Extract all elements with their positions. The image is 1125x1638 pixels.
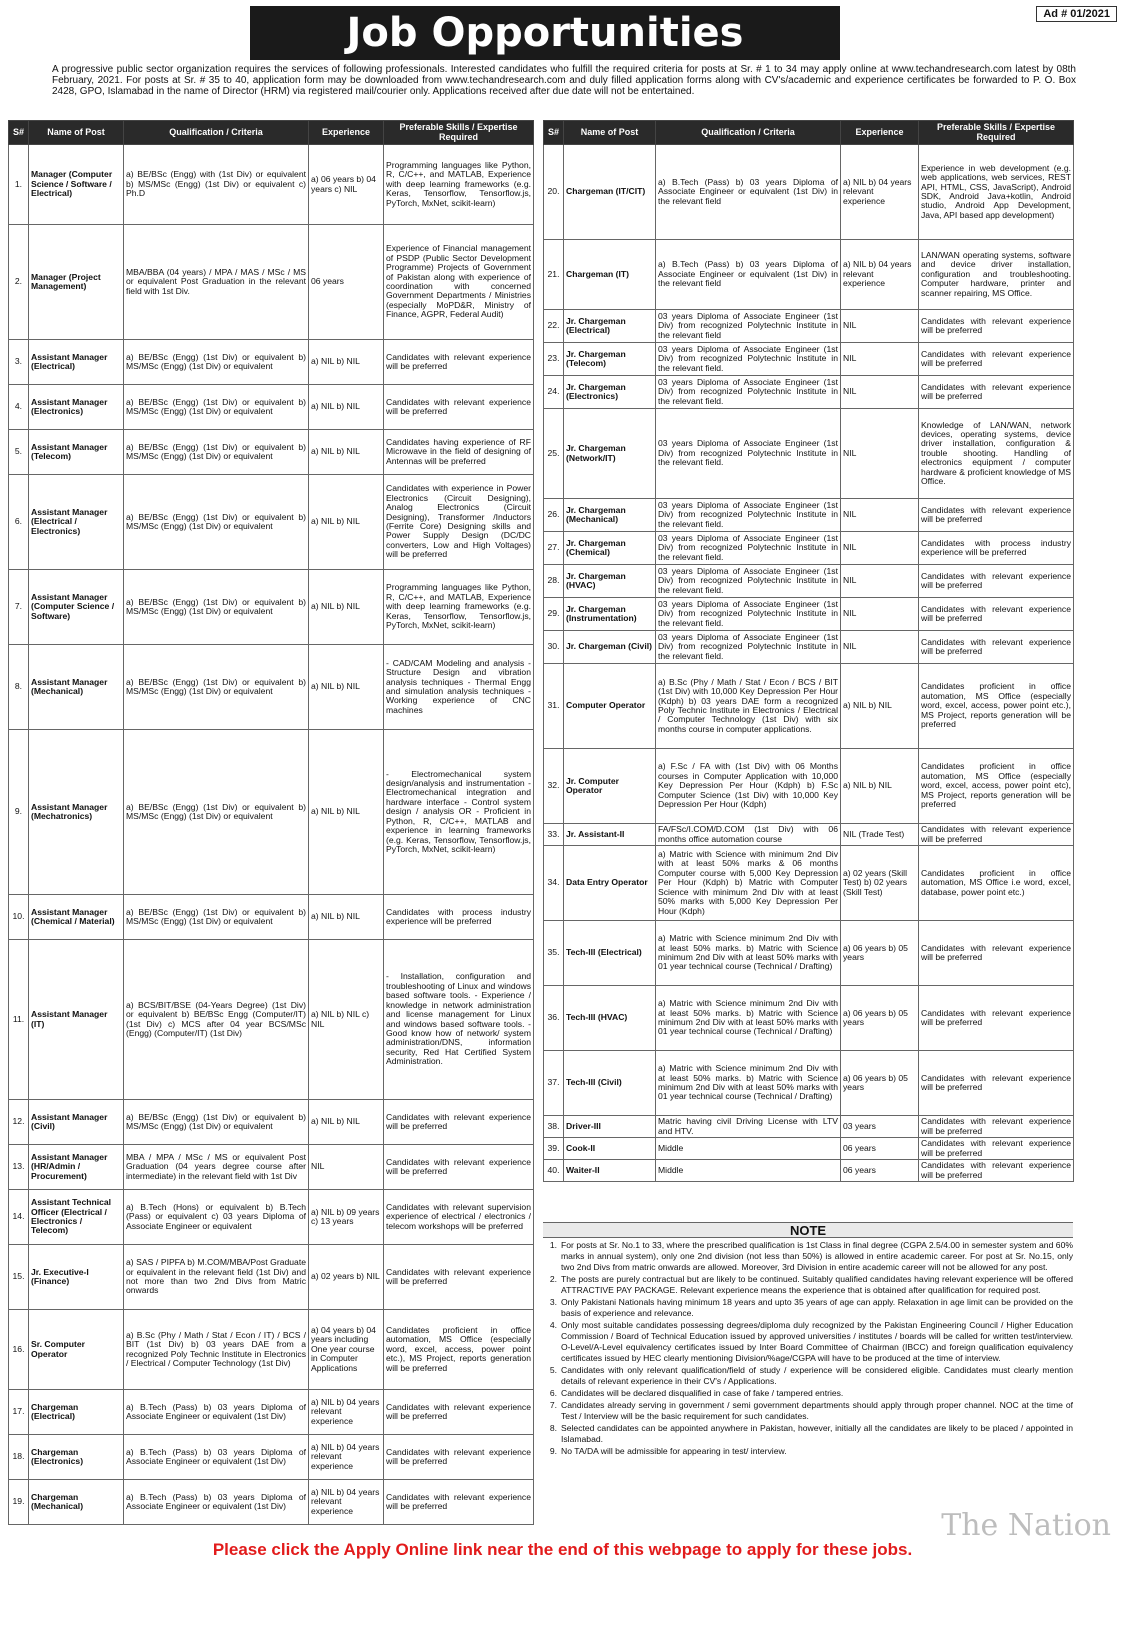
post-name: Jr. Executive-I (Finance)	[29, 1245, 124, 1310]
note-text: No TA/DA will be admissible for appearing in test/ interview.	[561, 1446, 787, 1456]
note-number: 2.	[549, 1274, 557, 1284]
apply-online-notice[interactable]: Please click the Apply Online link near the end of this webpage to apply for these jobs.	[212, 1540, 913, 1559]
preferable-skills: Candidates with relevant experience will be preferred	[919, 499, 1074, 532]
table-header-row	[9, 121, 534, 145]
preferable-skills: Candidates with relevant experience will be preferred	[919, 565, 1074, 598]
qualification-criteria: MBA / MPA / MSc / MS or equivalent Post Graduation (04 years degree course after intermediate) in the relevant field with 1st Div	[124, 1145, 309, 1190]
post-name: Manager (Project Management)	[29, 225, 124, 340]
serial-number: 1.	[9, 145, 29, 225]
qualification-criteria: a) Matric with Science minimum 2nd Div with at least 50% marks. b) Matric with Science minimum 2nd Div with at least 50% marks with 01 year technical course (Technical / Drafting)	[656, 921, 841, 986]
preferable-skills: Candidates with relevant experience will be preferred	[384, 385, 534, 430]
qualification-criteria: FA/FSc/I.COM/D.COM (1st Div) with 06 months office automation course	[656, 824, 841, 846]
table-row	[9, 1245, 534, 1310]
preferable-skills: - Installation, configuration and troubleshooting of Linux and windows based software tools. - Experience / knowledge in network administration and license management for Linux and windows based software tools. - Good know how of network/ system administration/DNS, information security, Red Hat Certified System Administration.	[384, 940, 534, 1100]
note-number: 8.	[549, 1423, 557, 1433]
serial-number: 22.	[544, 310, 564, 343]
table-row	[9, 730, 534, 895]
col-header-post: Name of Post	[29, 121, 124, 145]
table-row	[544, 310, 1074, 343]
note-number: 3.	[549, 1297, 557, 1307]
col-header-sno: S#	[9, 121, 29, 145]
qualification-criteria: a) B.Sc (Phy / Math / Stat / Econ / IT) / BCS / BIT (1st Div) b) 03 years DAE from a recognized Poly Technic Institute in Electronics / Electrical / Computer Technology (1st Div)	[124, 1310, 309, 1390]
table-row	[9, 475, 534, 570]
qualification-criteria: 03 years Diploma of Associate Engineer (1st Div) from recognized Polytechnic Institute in the relevant field.	[656, 598, 841, 631]
note-text: Candidates with only relevant qualification/field of study / experience will be considered eligible. Candidates must clearly mention details of relevant experience in their CV's / Applications.	[561, 1365, 1073, 1386]
experience: 06 years	[841, 1138, 919, 1160]
preferable-skills: Programming languages like Python, R, C/C++, and MATLAB, Experience with deep learning frameworks (e.g. Keras, Tensorflow, Tensorflow.js, PyTorch, MxNet, scikit-learn)	[384, 145, 534, 225]
serial-number: 10.	[9, 895, 29, 940]
experience: NIL	[841, 499, 919, 532]
preferable-skills: Candidates proficient in office automation, MS Office i.e word, excel, database, power point etc.)	[919, 846, 1074, 921]
preferable-skills: Candidates with process industry experience will be preferred	[384, 895, 534, 940]
post-name: Computer Operator	[564, 664, 656, 749]
experience: NIL	[841, 532, 919, 565]
post-name: Jr. Chargeman (Instrumentation)	[564, 598, 656, 631]
qualification-criteria: a) BE/BSc (Engg) (1st Div) or equivalent b) MS/MSc (Engg) (1st Div) or equivalent	[124, 475, 309, 570]
post-name: Chargeman (Electrical)	[29, 1390, 124, 1435]
table-row	[9, 1480, 534, 1525]
serial-number: 28.	[544, 565, 564, 598]
experience: a) 06 years b) 05 years	[841, 921, 919, 986]
preferable-skills: Candidates with relevant experience will be preferred	[919, 986, 1074, 1051]
table-row	[9, 385, 534, 430]
post-name: Assistant Technical Officer (Electrical / Electronics / Telecom)	[29, 1190, 124, 1245]
post-name: Assistant Manager (Electrical / Electronics)	[29, 475, 124, 570]
experience: a) 06 years b) 04 years c) NIL	[309, 145, 384, 225]
serial-number: 23.	[544, 343, 564, 376]
table-row	[9, 1390, 534, 1435]
note-item	[543, 1423, 1073, 1445]
table-row	[9, 940, 534, 1100]
table-row	[544, 921, 1074, 986]
qualification-criteria: a) BE/BSc (Engg) (1st Div) or equivalent b) MS/MSc (Engg) (1st Div) or equivalent	[124, 730, 309, 895]
experience: a) 04 years b) 04 years including One year course in Computer Applications	[309, 1310, 384, 1390]
note-number: 7.	[549, 1400, 557, 1410]
table-row	[9, 1435, 534, 1480]
serial-number: 27.	[544, 532, 564, 565]
experience: a) NIL b) NIL	[309, 1100, 384, 1145]
experience: a) NIL b) NIL	[309, 430, 384, 475]
qualification-criteria: a) BE/BSc (Engg) (1st Div) or equivalent b) MS/MSc (Engg) (1st Div) or equivalent	[124, 570, 309, 645]
note-item	[543, 1388, 1073, 1399]
qualification-criteria: a) BCS/BIT/BSE (04-Years Degree) (1st Div) or equivalent b) BE/BSc Engg (Computer/IT) (1st Div) c) MCS after 04 year BCS/MSc (Engg) (Computer/IT) (1st Div)	[124, 940, 309, 1100]
preferable-skills: Programming languages like Python, R, C/C++, and MATLAB, Experience with deep learning frameworks (e.g. Keras, Tensorflow, Tensorflow.js, PyTorch, MxNet, scikit-learn)	[384, 570, 534, 645]
page-title: Job Opportunities	[250, 6, 840, 60]
post-name: Jr. Chargeman (Network/IT)	[564, 409, 656, 499]
intro-paragraph: A progressive public sector organization requires the services of following professionals. Interested candidates who fulfill the required criteria for posts at Sr. # 1 to 34 may apply online at www.techandresearch.com latest by 08th February, 2021. For posts at Sr. # 35 to 40, application form may be downloaded from www.techandresearch.com and duly filled application forms along with CV's/academic and experience certificates be forwarded to P. O. Box 2428, GPO, Islamabad in the name of Director (HRM) via registered mail/courier only. Applications received after due date will not be entertained.	[52, 64, 1076, 97]
experience: a) NIL b) NIL c) NIL	[309, 940, 384, 1100]
preferable-skills: Candidates with relevant experience will be preferred	[919, 598, 1074, 631]
post-name: Assistant Manager (HR/Admin / Procurement)	[29, 1145, 124, 1190]
experience: a) 06 years b) 05 years	[841, 986, 919, 1051]
table-row	[544, 145, 1074, 240]
serial-number: 25.	[544, 409, 564, 499]
table-row	[544, 409, 1074, 499]
qualification-criteria: 03 years Diploma of Associate Engineer (1st Div) from recognized Polytechnic Institute in the relevant field	[656, 310, 841, 343]
post-name: Assistant Manager (Electronics)	[29, 385, 124, 430]
experience: a) NIL b) NIL	[309, 570, 384, 645]
serial-number: 9.	[9, 730, 29, 895]
table-row	[544, 532, 1074, 565]
experience: a) NIL b) 09 years c) 13 years	[309, 1190, 384, 1245]
preferable-skills: Experience of Financial management of PSDP (Public Sector Development Programme) Projects of Government of Pakistan along with experience of coordination with concerned Government Departments / Ministries (especially MoPD&R, Ministry of Finance, AGPR, Federal Audit)	[384, 225, 534, 340]
post-name: Assistant Manager (Mechanical)	[29, 645, 124, 730]
table-row	[544, 565, 1074, 598]
serial-number: 5.	[9, 430, 29, 475]
post-name: Jr. Chargeman (Electronics)	[564, 376, 656, 409]
preferable-skills: Candidates proficient in office automation, MS Office (especially word, excel, access, power point etc.), MS Project, reports generation will be preferred	[919, 664, 1074, 749]
preferable-skills: Candidates with relevant experience will be preferred	[384, 1480, 534, 1525]
experience: a) 06 years b) 05 years	[841, 1051, 919, 1116]
preferable-skills: Candidates with relevant experience will be preferred	[919, 310, 1074, 343]
table-row	[544, 749, 1074, 824]
experience: 06 years	[309, 225, 384, 340]
qualification-criteria: a) BE/BSc (Engg) (1st Div) or equivalent b) MS/MSc (Engg) (1st Div) or equivalent	[124, 430, 309, 475]
experience: a) NIL b) 04 years relevant experience	[309, 1390, 384, 1435]
preferable-skills: Candidates with relevant experience will be preferred	[384, 1145, 534, 1190]
table-row	[9, 145, 534, 225]
preferable-skills: Candidates with relevant experience will be preferred	[919, 1051, 1074, 1116]
preferable-skills: Candidates with relevant experience will be preferred	[919, 1116, 1074, 1138]
note-section	[543, 1222, 1073, 1527]
table-header-row	[544, 121, 1074, 145]
post-name: Assistant Manager (Mechatronics)	[29, 730, 124, 895]
preferable-skills: Candidates with relevant experience will be preferred	[919, 1160, 1074, 1182]
col-header-skills: Preferable Skills / Expertise Required	[919, 121, 1074, 145]
preferable-skills: Candidates with relevant experience will be preferred	[919, 631, 1074, 664]
qualification-criteria: a) B.Tech (Hons) or equivalent b) B.Tech (Pass) or equivalent c) 03 years Diploma of Associate Engineer or equivalent	[124, 1190, 309, 1245]
note-item	[543, 1320, 1073, 1364]
post-name: Tech-III (Civil)	[564, 1051, 656, 1116]
post-name: Assistant Manager (Electrical)	[29, 340, 124, 385]
serial-number: 18.	[9, 1435, 29, 1480]
qualification-criteria: a) BE/BSc (Engg) with (1st Div) or equivalent b) MS/MSc (Engg) (1st Div) or equivalent c) Ph.D	[124, 145, 309, 225]
table-row	[544, 376, 1074, 409]
serial-number: 40.	[544, 1160, 564, 1182]
post-name: Driver-III	[564, 1116, 656, 1138]
preferable-skills: Candidates with relevant experience will be preferred	[919, 921, 1074, 986]
col-header-criteria: Qualification / Criteria	[656, 121, 841, 145]
qualification-criteria: a) BE/BSc (Engg) (1st Div) or equivalent b) MS/MSc (Engg) (1st Div) or equivalent	[124, 385, 309, 430]
preferable-skills: Candidates with relevant experience will be preferred	[919, 1138, 1074, 1160]
post-name: Chargeman (IT/CIT)	[564, 145, 656, 240]
table-row	[9, 1145, 534, 1190]
experience: 03 years	[841, 1116, 919, 1138]
table-row	[544, 1160, 1074, 1182]
preferable-skills: Candidates proficient in office automation, MS Office (especially word, excel, access, power point etc), MS Project, reports generation will be preferred	[919, 749, 1074, 824]
serial-number: 14.	[9, 1190, 29, 1245]
post-name: Jr. Computer Operator	[564, 749, 656, 824]
qualification-criteria: a) BE/BSc (Engg) (1st Div) or equivalent b) MS/MSc (Engg) (1st Div) or equivalent	[124, 340, 309, 385]
table-row	[9, 430, 534, 475]
serial-number: 12.	[9, 1100, 29, 1145]
qualification-criteria: Middle	[656, 1160, 841, 1182]
note-text: Selected candidates can be appointed anywhere in Pakistan, however, initially all the candidates are likely to be placed / appointed in Islamabad.	[561, 1423, 1073, 1444]
serial-number: 35.	[544, 921, 564, 986]
note-text: For posts at Sr. No.1 to 33, where the prescribed qualification is 1st Class in final degree (CGPA 2.5/4.00 in semester system and 60% marks in annual system), only one 2nd division (not less than 50%) is allowed in entire academic career. For post at Sr. No.15, only two 2nd Divs from matric onwards are allowed. Moreover, 3rd Division in entire academic career will not be allowed for any post.	[561, 1240, 1073, 1272]
col-header-criteria: Qualification / Criteria	[124, 121, 309, 145]
serial-number: 15.	[9, 1245, 29, 1310]
table-row	[9, 1310, 534, 1390]
table-row	[544, 1138, 1074, 1160]
serial-number: 30.	[544, 631, 564, 664]
table-row	[544, 846, 1074, 921]
experience: a) NIL b) NIL	[841, 664, 919, 749]
qualification-criteria: a) SAS / PIPFA b) M.COM/MBA/Post Graduate or equivalent in the relevant field (1st Div) and not more than two 2nd Divs from Matric onwards	[124, 1245, 309, 1310]
post-name: Tech-III (HVAC)	[564, 986, 656, 1051]
experience: NIL	[841, 565, 919, 598]
note-item	[543, 1240, 1073, 1273]
experience: a) NIL b) 04 years relevant experience	[841, 145, 919, 240]
preferable-skills: - Electromechanical system design/analysis and instrumentation - Electromechanical integration and hardware interface - Control system design / analysis OR - Proficient in Python, R, C/C++, MATLAB and experience in learning frameworks (e.g. Keras, Tensorflow, Tensorflow.js, PyTorch, MxNet, scikit-learn)	[384, 730, 534, 895]
serial-number: 34.	[544, 846, 564, 921]
experience: a) NIL b) NIL	[309, 475, 384, 570]
table-row	[544, 499, 1074, 532]
serial-number: 13.	[9, 1145, 29, 1190]
experience: a) NIL b) 04 years relevant experience	[309, 1435, 384, 1480]
qualification-criteria: a) BE/BSc (Engg) (1st Div) or equivalent b) MS/MSc (Engg) (1st Div) or equivalent	[124, 1100, 309, 1145]
table-row	[544, 664, 1074, 749]
experience: NIL	[841, 310, 919, 343]
preferable-skills: Candidates with relevant supervision experience of electrical / electronics / telecom workshops will be preferred	[384, 1190, 534, 1245]
post-name: Chargeman (Mechanical)	[29, 1480, 124, 1525]
serial-number: 19.	[9, 1480, 29, 1525]
qualification-criteria: Matric having civil Driving License with LTV and HTV.	[656, 1116, 841, 1138]
post-name: Assistant Manager (Computer Science / Software)	[29, 570, 124, 645]
experience: a) NIL b) NIL	[841, 749, 919, 824]
experience: NIL	[841, 409, 919, 499]
qualification-criteria: 03 years Diploma of Associate Engineer (1st Div) from recognized Polytechnic Institute in the relevant field.	[656, 499, 841, 532]
serial-number: 36.	[544, 986, 564, 1051]
qualification-criteria: 03 years Diploma of Associate Engineer (1st Div) from recognized Polytechnic Institute in the relevant field.	[656, 376, 841, 409]
serial-number: 2.	[9, 225, 29, 340]
note-item	[543, 1400, 1073, 1422]
experience: a) 02 years b) NIL	[309, 1245, 384, 1310]
post-name: Manager (Computer Science / Software / Electrical)	[29, 145, 124, 225]
table-row	[544, 631, 1074, 664]
serial-number: 20.	[544, 145, 564, 240]
post-name: Jr. Chargeman (Electrical)	[564, 310, 656, 343]
preferable-skills: Candidates with experience in Power Electronics (Circuit Designing), Analog Electronics (Circuit Designing), Transformer /Inductors (Ferrite Core) Designing skills and Power Supply Design (DC/DC converters, Low and High Voltages) will be preferred	[384, 475, 534, 570]
qualification-criteria: a) Matric with Science minimum 2nd Div with at least 50% marks. b) Matric with Science minimum 2nd Div with at least 50% marks with 01 year technical course (Technical / Drafting)	[656, 986, 841, 1051]
preferable-skills: Experience in web development (e.g. web applications, web services, REST API, HTML, CSS, JavaScript), Android SDK, Android Java+kotlin, Android studio, Android App Development, Java, API based app development)	[919, 145, 1074, 240]
note-title: NOTE	[543, 1222, 1073, 1238]
serial-number: 26.	[544, 499, 564, 532]
post-name: Data Entry Operator	[564, 846, 656, 921]
header	[0, 0, 1125, 62]
qualification-criteria: a) Matric with Science minimum 2nd Div with at least 50% marks. b) Matric with Science minimum 2nd Div with at least 50% marks with 01 year technical course (Technical / Drafting)	[656, 1051, 841, 1116]
preferable-skills: Candidates proficient in office automation, MS Office (especially word, excel, access, power point etc.), MS Project, reports generation will be preferred	[384, 1310, 534, 1390]
post-name: Chargeman (IT)	[564, 240, 656, 310]
preferable-skills: Candidates with relevant experience will be preferred	[919, 376, 1074, 409]
qualification-criteria: a) Matric with Science with minimum 2nd Div with at least 50% marks & 06 months Computer course with 5,000 Key Depression Per Hour (Kdph) b) Matric with Computer Science with minimum 2nd Div with at least 50% marks with 5,000 Key Depression Per Hour (Kdph)	[656, 846, 841, 921]
post-name: Jr. Chargeman (HVAC)	[564, 565, 656, 598]
post-name: Sr. Computer Operator	[29, 1310, 124, 1390]
table-row	[544, 240, 1074, 310]
serial-number: 31.	[544, 664, 564, 749]
post-name: Tech-III (Electrical)	[564, 921, 656, 986]
serial-number: 17.	[9, 1390, 29, 1435]
post-name: Jr. Chargeman (Mechanical)	[564, 499, 656, 532]
preferable-skills: Candidates with relevant experience will be preferred	[384, 1100, 534, 1145]
experience: NIL	[841, 376, 919, 409]
note-item	[543, 1446, 1073, 1457]
qualification-criteria: 03 years Diploma of Associate Engineer (1st Div) from recognized Polytechnic Institute in the relevant field.	[656, 343, 841, 376]
col-header-experience: Experience	[841, 121, 919, 145]
note-text: Candidates already serving in government / semi government departments should apply through proper channel. NOC at the time of Test / Interview will be the basic requirement for such candidates.	[561, 1400, 1073, 1421]
post-name: Assistant Manager (Telecom)	[29, 430, 124, 475]
note-item	[543, 1365, 1073, 1387]
serial-number: 38.	[544, 1116, 564, 1138]
serial-number: 11.	[9, 940, 29, 1100]
table-row	[9, 570, 534, 645]
serial-number: 8.	[9, 645, 29, 730]
table-row	[544, 598, 1074, 631]
table-row	[544, 343, 1074, 376]
experience: NIL	[841, 598, 919, 631]
qualification-criteria: 03 years Diploma of Associate Engineer (1st Div) from recognized Polytechnic Institute in the relevant field.	[656, 631, 841, 664]
qualification-criteria: a) F.Sc / FA with (1st Div) with 06 Months courses in Computer Application with 10,000 Key Depression Per Hour (Kdph) b) F.Sc Computer Science (1st Div) with 10,000 Key Depression Per Hour (Kdph)	[656, 749, 841, 824]
qualification-criteria: a) B.Tech (Pass) b) 03 years Diploma of Associate Engineer or equivalent (1st Div)	[124, 1435, 309, 1480]
qualification-criteria: 03 years Diploma of Associate Engineer (1st Div) from recognized Polytechnic Institute in the relevant field.	[656, 532, 841, 565]
note-text: Only Pakistani Nationals having minimum 18 years and upto 35 years of age can apply. Relaxation in age limit can be provided on the basis of experience and relevance.	[561, 1297, 1073, 1318]
experience: NIL	[841, 343, 919, 376]
table-row	[9, 340, 534, 385]
serial-number: 3.	[9, 340, 29, 385]
qualification-criteria: 03 years Diploma of Associate Engineer (1st Div) from recognized Polytechnic Institute in the relevant field.	[656, 565, 841, 598]
note-number: 9.	[549, 1446, 557, 1456]
table-row	[544, 1116, 1074, 1138]
post-name: Jr. Chargeman (Civil)	[564, 631, 656, 664]
preferable-skills: Candidates having experience of RF Microwave in the field of designing of Antennas will be preferred	[384, 430, 534, 475]
serial-number: 7.	[9, 570, 29, 645]
experience: NIL (Trade Test)	[841, 824, 919, 846]
experience: a) NIL b) NIL	[309, 895, 384, 940]
preferable-skills: Candidates with relevant experience will be preferred	[919, 824, 1074, 846]
note-text: Candidates will be declared disqualified in case of fake / tampered entries.	[561, 1388, 844, 1398]
serial-number: 6.	[9, 475, 29, 570]
note-number: 5.	[549, 1365, 557, 1375]
qualification-criteria: a) BE/BSc (Engg) (1st Div) or equivalent b) MS/MSc (Engg) (1st Div) or equivalent	[124, 895, 309, 940]
jobs-table-right	[543, 120, 1074, 1182]
note-number: 6.	[549, 1388, 557, 1398]
table-row	[9, 1190, 534, 1245]
experience: a) NIL b) NIL	[309, 645, 384, 730]
post-name: Assistant Manager (Civil)	[29, 1100, 124, 1145]
col-header-sno: S#	[544, 121, 564, 145]
post-name: Assistant Manager (Chemical / Material)	[29, 895, 124, 940]
col-header-post: Name of Post	[564, 121, 656, 145]
experience: a) NIL b) 04 years relevant experience	[841, 240, 919, 310]
preferable-skills: Candidates with process industry experience will be preferred	[919, 532, 1074, 565]
serial-number: 21.	[544, 240, 564, 310]
table-row	[544, 1051, 1074, 1116]
note-list	[543, 1240, 1073, 1457]
jobs-table-left	[8, 120, 534, 1525]
experience: NIL	[309, 1145, 384, 1190]
note-item	[543, 1274, 1073, 1296]
newspaper-name: The Nation	[941, 1508, 1111, 1543]
post-name: Waiter-II	[564, 1160, 656, 1182]
table-row	[9, 895, 534, 940]
table-row	[544, 824, 1074, 846]
preferable-skills: Candidates with relevant experience will be preferred	[384, 340, 534, 385]
experience: a) NIL b) NIL	[309, 340, 384, 385]
serial-number: 24.	[544, 376, 564, 409]
experience: a) 02 years (Skill Test) b) 02 years (Skill Test)	[841, 846, 919, 921]
qualification-criteria: 03 years Diploma of Associate Engineer (1st Div) from recognized Polytechnic Institute in the relevant field.	[656, 409, 841, 499]
col-header-skills: Preferable Skills / Expertise Required	[384, 121, 534, 145]
table-row	[9, 225, 534, 340]
experience: 06 years	[841, 1160, 919, 1182]
table-row	[9, 645, 534, 730]
serial-number: 33.	[544, 824, 564, 846]
note-number: 4.	[549, 1320, 557, 1330]
preferable-skills: Candidates with relevant experience will be preferred	[384, 1245, 534, 1310]
serial-number: 16.	[9, 1310, 29, 1390]
qualification-criteria: a) B.Tech (Pass) b) 03 years Diploma of Associate Engineer or equivalent (1st Div) in the relevant field	[656, 145, 841, 240]
post-name: Jr. Chargeman (Chemical)	[564, 532, 656, 565]
note-number: 1.	[549, 1240, 557, 1250]
qualification-criteria: a) B.Sc (Phy / Math / Stat / Econ / BCS / BIT (1st Div) with 10,000 Key Depression Per Hour (Kdph) b) 03 years DAE form a recognized Poly Technic Institute in Electronics / Electrical / Computer Technology (1st Div) with six months course in computer applications.	[656, 664, 841, 749]
serial-number: 4.	[9, 385, 29, 430]
note-text: Only most suitable candidates possessing degrees/diploma duly recognized by the Pakistan Engineering Council / Higher Education Commission / Board of Technical Education issued by approved universities / institutes / boards will be called for written test/interview. O-Level/A-Level equivalency certificates issued by Inter Board Committee of Chairman (IBCC) and foreign qualification equivalency certificates issued by HEC clearly mentioning Division/%age/CGPA will have to be produced at the time of interview.	[561, 1320, 1073, 1363]
qualification-criteria: a) B.Tech (Pass) b) 03 years Diploma of Associate Engineer or equivalent (1st Div)	[124, 1390, 309, 1435]
qualification-criteria: MBA/BBA (04 years) / MPA / MAS / MSc / MS or equivalent Post Graduation in the relevant field with 1st Div.	[124, 225, 309, 340]
ad-number: Ad # 01/2021	[1036, 6, 1117, 22]
experience: a) NIL b) NIL	[309, 730, 384, 895]
qualification-criteria: a) B.Tech (Pass) b) 03 years Diploma of Associate Engineer or equivalent (1st Div) in the relevant field	[656, 240, 841, 310]
table-row	[9, 1100, 534, 1145]
note-text: The posts are purely contractual but are likely to be continued. Suitably qualified candidates having relevant experience will be offered ATTRACTIVE PAY PACKAGE. Relevant experience means the experience that is obtained after qualification for required post.	[561, 1274, 1073, 1295]
post-name: Assistant Manager (IT)	[29, 940, 124, 1100]
experience: NIL	[841, 631, 919, 664]
qualification-criteria: a) B.Tech (Pass) b) 03 years Diploma of Associate Engineer or equivalent (1st Div)	[124, 1480, 309, 1525]
post-name: Jr. Assistant-II	[564, 824, 656, 846]
post-name: Cook-II	[564, 1138, 656, 1160]
qualification-criteria: Middle	[656, 1138, 841, 1160]
qualification-criteria: a) BE/BSc (Engg) (1st Div) or equivalent b) MS/MSc (Engg) (1st Div) or equivalent	[124, 645, 309, 730]
post-name: Chargeman (Electronics)	[29, 1435, 124, 1480]
preferable-skills: Candidates with relevant experience will be preferred	[384, 1390, 534, 1435]
table-row	[544, 986, 1074, 1051]
preferable-skills: Candidates with relevant experience will be preferred	[919, 343, 1074, 376]
experience: a) NIL b) 04 years relevant experience	[309, 1480, 384, 1525]
experience: a) NIL b) NIL	[309, 385, 384, 430]
preferable-skills: LAN/WAN operating systems, software and device driver installation, configuration and troubleshooting. Computer hardware, printer and scanner repairing, MS Office.	[919, 240, 1074, 310]
serial-number: 39.	[544, 1138, 564, 1160]
serial-number: 32.	[544, 749, 564, 824]
preferable-skills: Candidates with relevant experience will be preferred	[384, 1435, 534, 1480]
preferable-skills: Knowledge of LAN/WAN, network devices, operating systems, device driver installation, configuration & trouble shooting. Handling of electronics equipment / computer hardware & proficient knowledge of MS Office.	[919, 409, 1074, 499]
preferable-skills: - CAD/CAM Modeling and analysis - Structure Design and vibration analysis techniques - Thermal Engg and simulation analysis techniques - Working experience of CNC machines	[384, 645, 534, 730]
col-header-experience: Experience	[309, 121, 384, 145]
note-item	[543, 1297, 1073, 1319]
post-name: Jr. Chargeman (Telecom)	[564, 343, 656, 376]
serial-number: 37.	[544, 1051, 564, 1116]
serial-number: 29.	[544, 598, 564, 631]
